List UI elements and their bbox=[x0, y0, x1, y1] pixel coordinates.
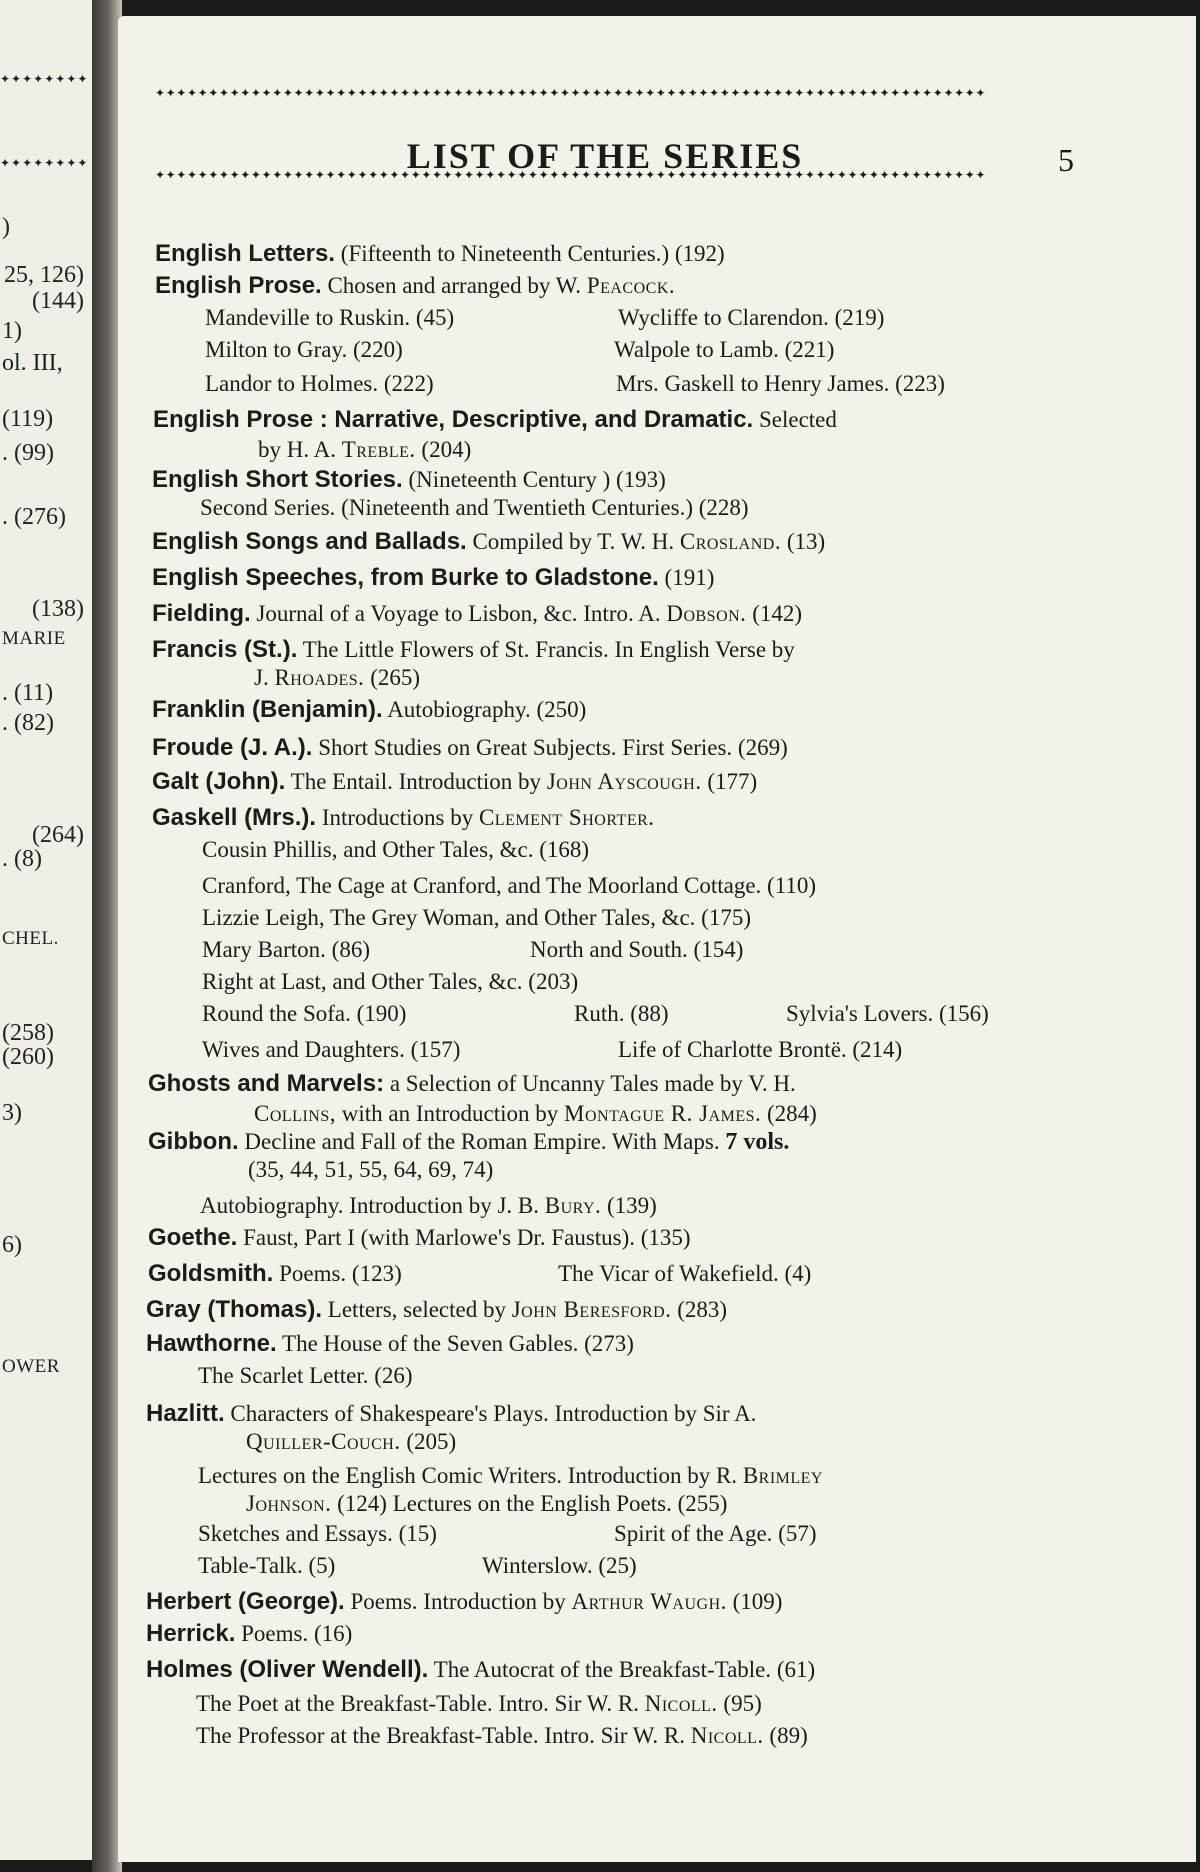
series-number: (13) bbox=[786, 529, 826, 554]
entry-heading: Herrick. bbox=[146, 1620, 236, 1647]
sub-entry: Landor to Holmes. (222) bbox=[205, 371, 434, 396]
entry-text: The Entail. Introduction by bbox=[290, 769, 542, 794]
left-fragment: 3) bbox=[2, 1100, 22, 1126]
continuation-text: J. bbox=[254, 665, 269, 690]
entry-text: Compiled by T. W. H. bbox=[472, 529, 675, 554]
continuation-text: The Poet at the Breakfast-Table. Intro. Sir W. R. bbox=[196, 1691, 639, 1716]
entry-gibbon bbox=[148, 1128, 789, 1156]
entry-heading: English Prose : Narrative, Descriptive, and Dramatic. bbox=[153, 406, 754, 433]
entry-heading: Hazlitt. bbox=[146, 1400, 225, 1427]
entry-goldsmith bbox=[148, 1260, 402, 1288]
sub-entry: Mandeville to Ruskin. (45) bbox=[205, 305, 455, 330]
sub-entry: Sylvia's Lovers. (156) bbox=[786, 1001, 989, 1026]
sub-entry: Lizzie Leigh, The Grey Woman, and Other Tales, &c. (175) bbox=[202, 905, 752, 930]
entry-continuation: (35, 44, 51, 55, 64, 69, 74) bbox=[248, 1157, 494, 1182]
entry-heading: English Speeches, from Burke to Gladstone. bbox=[152, 564, 659, 591]
left-fragment: (138) bbox=[32, 596, 84, 622]
entry-text: Introductions by bbox=[321, 805, 474, 830]
sub-entry: Wycliffe to Clarendon. (219) bbox=[618, 305, 885, 330]
entry-continuation bbox=[246, 1428, 456, 1456]
left-fragment: 6) bbox=[2, 1232, 22, 1258]
entry-text: Short Studies on Great Subjects. First Series. (269) bbox=[318, 735, 788, 760]
entry-heading: Froude (J. A.). bbox=[152, 734, 313, 761]
entry-english-prose bbox=[155, 272, 675, 300]
editor-name: Brimley bbox=[742, 1463, 823, 1488]
editor-name: Johnson. bbox=[246, 1491, 332, 1516]
series-number: (109) bbox=[732, 1589, 783, 1614]
entry-text: Journal of a Voyage to Lisbon, &c. Intro. A. bbox=[256, 601, 661, 626]
entry-heading: English Letters. bbox=[155, 240, 336, 267]
editor-name: Nicoll. bbox=[644, 1691, 718, 1716]
entry-heading: Gaskell (Mrs.). bbox=[152, 804, 317, 831]
entry-english-prose-narrative bbox=[153, 406, 837, 434]
entry-heading: Gibbon. bbox=[148, 1128, 239, 1155]
left-fragment: (264) bbox=[32, 822, 84, 848]
entry-english-short-stories bbox=[152, 466, 666, 494]
entry-heading: Fielding. bbox=[152, 600, 251, 627]
entry-heading: Hawthorne. bbox=[146, 1330, 277, 1357]
series-number: (284) bbox=[767, 1101, 817, 1126]
left-fragment: (258) bbox=[2, 1020, 54, 1046]
sub-entry: Ruth. (88) bbox=[574, 1001, 669, 1026]
editor-name: Treble. bbox=[341, 437, 416, 462]
entry-text: Autobiography. (250) bbox=[387, 697, 587, 722]
entry-continuation bbox=[254, 664, 420, 692]
left-fragment: . (11) bbox=[2, 680, 54, 706]
sub-entry bbox=[200, 1192, 657, 1220]
entry-heading: Herbert (George). bbox=[146, 1588, 345, 1615]
ornament-rule-bottom: ✦✦✦✦✦✦✦✦✦✦✦✦✦✦✦✦✦✦✦✦✦✦✦✦✦✦✦✦✦✦✦✦✦✦✦✦✦✦✦✦✦✦✦✦✦✦✦✦✦✦✦✦✦✦✦✦✦✦✦✦✦✦✦✦✦✦✦✦✦✦✦✦✦✦✦✦✦✦ bbox=[155, 168, 987, 182]
editor-name: Clement Shorter. bbox=[478, 805, 655, 830]
sub-entry: Walpole to Lamb. (221) bbox=[614, 337, 835, 362]
left-fragment: 25, 126) bbox=[4, 262, 84, 288]
entry-english-songs-ballads bbox=[152, 528, 825, 556]
entry-franklin bbox=[152, 696, 586, 724]
series-number: (95) bbox=[723, 1691, 762, 1716]
entry-heading: Goethe. bbox=[148, 1224, 238, 1251]
entry-text: a Selection of Uncanny Tales made by V. H. bbox=[389, 1071, 796, 1096]
entry-text: Poems. (16) bbox=[241, 1621, 353, 1646]
entry-continuation bbox=[258, 436, 471, 464]
left-page-fragment bbox=[0, 0, 92, 1860]
sub-entry: North and South. (154) bbox=[530, 937, 744, 962]
entry-francis bbox=[152, 636, 795, 664]
entry-heading: Gray (Thomas). bbox=[146, 1296, 323, 1323]
entry-herrick bbox=[146, 1620, 352, 1648]
series-number: (265) bbox=[370, 665, 421, 690]
editor-name: Dobson. bbox=[666, 601, 747, 626]
entry-fielding bbox=[152, 600, 802, 628]
sub-entry: Spirit of the Age. (57) bbox=[614, 1521, 817, 1546]
page-number: 5 bbox=[1058, 142, 1074, 178]
left-fragment: MARIE bbox=[2, 628, 66, 649]
left-fragment: . (276) bbox=[2, 504, 66, 530]
series-number: (205) bbox=[406, 1429, 457, 1454]
entry-continuation bbox=[246, 1490, 727, 1518]
entry-text: The Autocrat of the Breakfast-Table. (61) bbox=[433, 1657, 816, 1682]
entry-text: (191) bbox=[664, 565, 715, 590]
sub-entry: Sketches and Essays. (15) bbox=[198, 1521, 437, 1546]
series-number: (204) bbox=[421, 437, 472, 462]
editor-name: Nicoll. bbox=[690, 1723, 764, 1748]
sub-entry: The Scarlet Letter. (26) bbox=[198, 1363, 413, 1388]
entry-text: Chosen and arranged by W. bbox=[327, 273, 582, 298]
entry-goethe bbox=[148, 1224, 691, 1252]
sub-entry: Life of Charlotte Brontë. (214) bbox=[618, 1037, 903, 1062]
left-ornament-rule: ✦✦✦✦✦✦✦✦ bbox=[0, 156, 89, 170]
editor-name: Rhoades. bbox=[274, 665, 365, 690]
entry-heading: Ghosts and Marvels: bbox=[148, 1070, 385, 1097]
volume-count: 7 vols. bbox=[725, 1129, 790, 1155]
editor-name: Arthur Waugh. bbox=[571, 1589, 727, 1614]
continuation-text: Lectures on the English Comic Writers. Introduction by R. bbox=[198, 1463, 738, 1488]
entry-heading: Franklin (Benjamin). bbox=[152, 696, 383, 723]
entry-heading: Francis (St.). bbox=[152, 636, 298, 663]
editor-name: Quiller-Couch. bbox=[246, 1429, 401, 1454]
ornament-rule-top: ✦✦✦✦✦✦✦✦✦✦✦✦✦✦✦✦✦✦✦✦✦✦✦✦✦✦✦✦✦✦✦✦✦✦✦✦✦✦✦✦✦✦✦✦✦✦✦✦✦✦✦✦✦✦✦✦✦✦✦✦✦✦✦✦✦✦✦✦✦✦✦✦✦✦✦✦✦✦ bbox=[155, 86, 987, 100]
series-number: (89) bbox=[769, 1723, 808, 1748]
entry-gaskell bbox=[152, 804, 655, 832]
continuation-text: with an Introduction by bbox=[341, 1101, 559, 1126]
entry-text: The House of the Seven Gables. (273) bbox=[282, 1331, 634, 1356]
sub-entry: Cousin Phillis, and Other Tales, &c. (168) bbox=[202, 837, 590, 862]
entry-heading: English Songs and Ballads. bbox=[152, 528, 467, 555]
sub-entry bbox=[196, 1690, 762, 1718]
entry-heading: Holmes (Oliver Wendell). bbox=[146, 1656, 429, 1683]
continuation-text: The Professor at the Breakfast-Table. Intro. Sir W. R. bbox=[196, 1723, 685, 1748]
left-fragment: ) bbox=[2, 214, 10, 240]
entry-hawthorne bbox=[146, 1330, 634, 1358]
continuation-text: Autobiography. Introduction by J. B. bbox=[200, 1193, 540, 1218]
left-fragment: ol. III, bbox=[2, 350, 63, 376]
sub-entry: Mary Barton. (86) bbox=[202, 937, 370, 962]
left-ornament-rule: ✦✦✦✦✦✦✦✦ bbox=[0, 72, 89, 86]
continuation-text: (124) Lectures on the English Poets. (255) bbox=[337, 1491, 728, 1516]
entry-heading: English Prose. bbox=[155, 272, 322, 299]
entry-text: Selected bbox=[758, 407, 837, 432]
sub-entry bbox=[198, 1462, 823, 1490]
entry-text: Characters of Shakespeare's Plays. Introduction by Sir A. bbox=[230, 1401, 757, 1426]
entry-herbert bbox=[146, 1588, 782, 1616]
left-fragment: . (82) bbox=[2, 710, 54, 736]
entry-heading: Goldsmith. bbox=[148, 1260, 274, 1287]
entry-heading: Galt (John). bbox=[152, 768, 286, 795]
entry-froude bbox=[152, 734, 788, 762]
entry-holmes bbox=[146, 1656, 815, 1684]
sub-entry: Right at Last, and Other Tales, &c. (203) bbox=[202, 969, 579, 994]
editor-name: Crosland. bbox=[679, 529, 782, 554]
sub-entry: Wives and Daughters. (157) bbox=[202, 1037, 461, 1062]
series-number: (283) bbox=[677, 1297, 728, 1322]
left-fragment: (119) bbox=[2, 406, 54, 432]
left-fragment: (260) bbox=[2, 1044, 54, 1070]
entry-hazlitt bbox=[146, 1400, 756, 1428]
left-fragment: OWER bbox=[2, 1356, 60, 1377]
series-number: (177) bbox=[707, 769, 758, 794]
editor-name: Peacock. bbox=[586, 273, 676, 298]
entry-text: Decline and Fall of the Roman Empire. With Maps. bbox=[244, 1129, 720, 1154]
sub-entry: Cranford, The Cage at Cranford, and The Moorland Cottage. (110) bbox=[202, 873, 817, 898]
entry-text: Letters, selected by bbox=[327, 1297, 506, 1322]
editor-name: John Beresford. bbox=[511, 1297, 672, 1322]
left-fragment: . (8) bbox=[2, 846, 42, 872]
entry-english-speeches bbox=[152, 564, 714, 592]
entry-text: (Nineteenth Century ) (193) bbox=[408, 467, 666, 492]
entry-text: (Fifteenth to Nineteenth Centuries.) (192) bbox=[340, 241, 725, 266]
entry-gray bbox=[146, 1296, 727, 1324]
sub-entry: Table-Talk. (5) bbox=[198, 1553, 336, 1578]
entry-text: Faust, Part I (with Marlowe's Dr. Faustus). (135) bbox=[243, 1225, 691, 1250]
entry-galt bbox=[152, 768, 757, 796]
entry-continuation bbox=[254, 1100, 817, 1128]
series-number: (139) bbox=[607, 1193, 657, 1218]
entry-text: Poems. Introduction by bbox=[350, 1589, 566, 1614]
entry-text: Poems. (123) bbox=[279, 1261, 402, 1286]
editor-name: Montague R. James. bbox=[564, 1101, 762, 1126]
entry-text: The Little Flowers of St. Francis. In English Verse by bbox=[302, 637, 795, 662]
entry-continuation: Second Series. (Nineteenth and Twentieth Centuries.) (228) bbox=[200, 495, 749, 520]
entry-heading: English Short Stories. bbox=[152, 466, 403, 493]
series-number: (142) bbox=[752, 601, 803, 626]
sub-entry: The Vicar of Wakefield. (4) bbox=[558, 1261, 812, 1286]
editor-name: Collins, bbox=[254, 1101, 336, 1126]
sub-entry bbox=[196, 1722, 808, 1750]
sub-entry: Round the Sofa. (190) bbox=[202, 1001, 407, 1026]
sub-entry: Mrs. Gaskell to Henry James. (223) bbox=[616, 371, 945, 396]
entry-ghosts-and-marvels bbox=[148, 1070, 796, 1098]
continuation-text: by H. A. bbox=[258, 437, 336, 462]
sub-entry: Winterslow. (25) bbox=[482, 1553, 637, 1578]
left-fragment: 1) bbox=[2, 318, 22, 344]
editor-name: Bury. bbox=[544, 1193, 602, 1218]
editor-name: John Ayscough. bbox=[546, 769, 702, 794]
page-title: LIST OF THE SERIES bbox=[406, 136, 804, 176]
sub-entry: Milton to Gray. (220) bbox=[205, 337, 403, 362]
left-fragment: . (99) bbox=[2, 440, 54, 466]
left-fragment: (144) bbox=[32, 288, 84, 314]
left-fragment: CHEL. bbox=[2, 928, 59, 949]
entry-english-letters bbox=[155, 240, 725, 268]
